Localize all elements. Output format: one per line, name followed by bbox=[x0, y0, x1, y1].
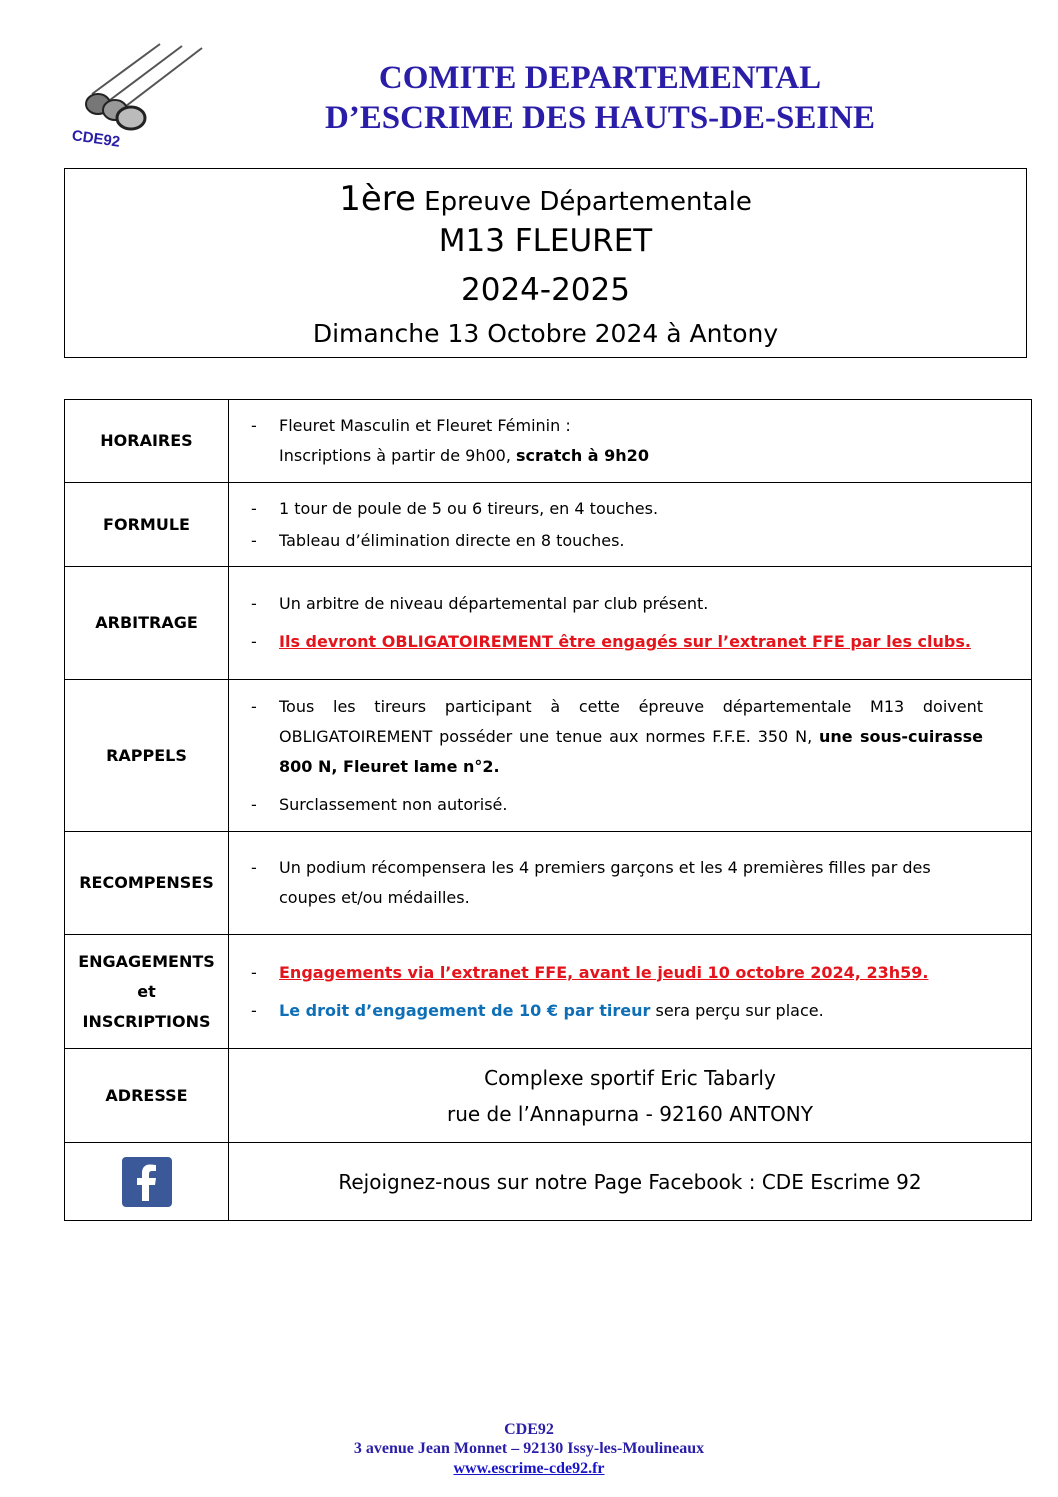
org-title-line2: D’ESCRIME DES HAUTS-DE-SEINE bbox=[324, 100, 876, 136]
label-horaires: HORAIRES bbox=[65, 400, 229, 483]
engagements-fee: Le droit d’engagement de 10 € par tireur bbox=[279, 1000, 651, 1020]
horaires-line1: Fleuret Masculin et Fleuret Féminin : bbox=[279, 416, 571, 435]
event-ordinal: 1ère bbox=[339, 179, 416, 219]
event-date: Dimanche 13 Octobre 2024 à Antony bbox=[312, 319, 779, 348]
adresse-line2: rue de l’Annapurna - 92160 ANTONY bbox=[447, 1101, 813, 1126]
facebook-text: Rejoignez-nous sur notre Page Facebook : CDE Escrime 92 bbox=[229, 1143, 1032, 1221]
info-table bbox=[64, 399, 1032, 1221]
label-recompenses: RECOMPENSES bbox=[65, 832, 229, 935]
rappels-text: Tous les tireurs participant à cette épreuve départementale M13 doivent OBLIGATOIREMENT posséder une tenue aux normes F.F.E. 350 N, bbox=[279, 696, 983, 746]
horaires-item bbox=[251, 411, 983, 471]
row-recompenses bbox=[65, 832, 1032, 935]
org-title-line1: COMITE DEPARTEMENTAL bbox=[378, 60, 822, 96]
label-engagements-line1: ENGAGEMENTS bbox=[78, 951, 215, 971]
row-formule bbox=[65, 483, 1032, 567]
horaires-scratch: scratch à 9h20 bbox=[516, 446, 649, 465]
engagements-item-1: Engagements via l’extranet FFE, avant le jeudi 10 octobre 2024, 23h59. bbox=[279, 962, 929, 982]
event-season: 2024-2025 bbox=[461, 272, 630, 308]
row-arbitrage bbox=[65, 567, 1032, 680]
formule-item-1: - 1 tour de poule de 5 ou 6 tireurs, en 4 touches. bbox=[251, 494, 983, 524]
horaires-line2: Inscriptions à partir de 9h00, bbox=[279, 446, 516, 465]
label-engagements-line3: INSCRIPTIONS bbox=[82, 1011, 211, 1031]
footer-website-link[interactable]: www.escrime-cde92.fr bbox=[453, 1460, 605, 1477]
rappels-equipment: une sous-cuirasse 800 N, Fleuret lame n°2. bbox=[279, 726, 984, 776]
label-arbitrage: ARBITRAGE bbox=[65, 567, 229, 680]
arbitrage-item-2: Ils devront OBLIGATOIREMENT être engagés sur l’extranet FFE par les clubs. bbox=[279, 632, 971, 651]
facebook-icon[interactable] bbox=[122, 1157, 172, 1207]
engagements-item-2 bbox=[251, 996, 983, 1026]
event-category: M13 FLEURET bbox=[438, 223, 653, 259]
row-horaires bbox=[65, 400, 1032, 483]
row-rappels bbox=[65, 680, 1032, 832]
row-adresse bbox=[65, 1049, 1032, 1143]
logo-text: CDE92 bbox=[70, 127, 122, 151]
adresse-line1: Complexe sportif Eric Tabarly bbox=[484, 1065, 776, 1090]
label-adresse: ADRESSE bbox=[65, 1049, 229, 1143]
footer-org: CDE92 bbox=[504, 1421, 554, 1438]
label-engagements bbox=[65, 935, 229, 1049]
fencing-masks-icon bbox=[70, 42, 210, 152]
label-engagements-line2: et bbox=[137, 981, 156, 1001]
event-title bbox=[65, 179, 1026, 219]
engagements-fee-note: sera perçu sur place. bbox=[650, 1000, 824, 1020]
label-formule: FORMULE bbox=[65, 483, 229, 567]
cde92-logo bbox=[70, 42, 210, 152]
rappels-item-1 bbox=[251, 692, 983, 782]
footer-address: 3 avenue Jean Monnet – 92130 Issy-les-Moulineaux bbox=[353, 1440, 705, 1457]
row-facebook bbox=[65, 1143, 1032, 1221]
label-rappels: RAPPELS bbox=[65, 680, 229, 832]
arbitrage-item-1: - Un arbitre de niveau départemental par club présent. bbox=[251, 589, 983, 619]
formule-item-2: - Tableau d’élimination directe en 8 touches. bbox=[251, 526, 983, 556]
row-engagements bbox=[65, 935, 1032, 1049]
event-title-box bbox=[64, 168, 1027, 358]
rappels-item-2: - Surclassement non autorisé. bbox=[251, 790, 983, 820]
event-title-rest: Epreuve Départementale bbox=[415, 187, 752, 217]
recompenses-item-1: - Un podium récompensera les 4 premiers garçons et les 4 premières filles par des coupes et/ou médailles. bbox=[251, 853, 983, 913]
